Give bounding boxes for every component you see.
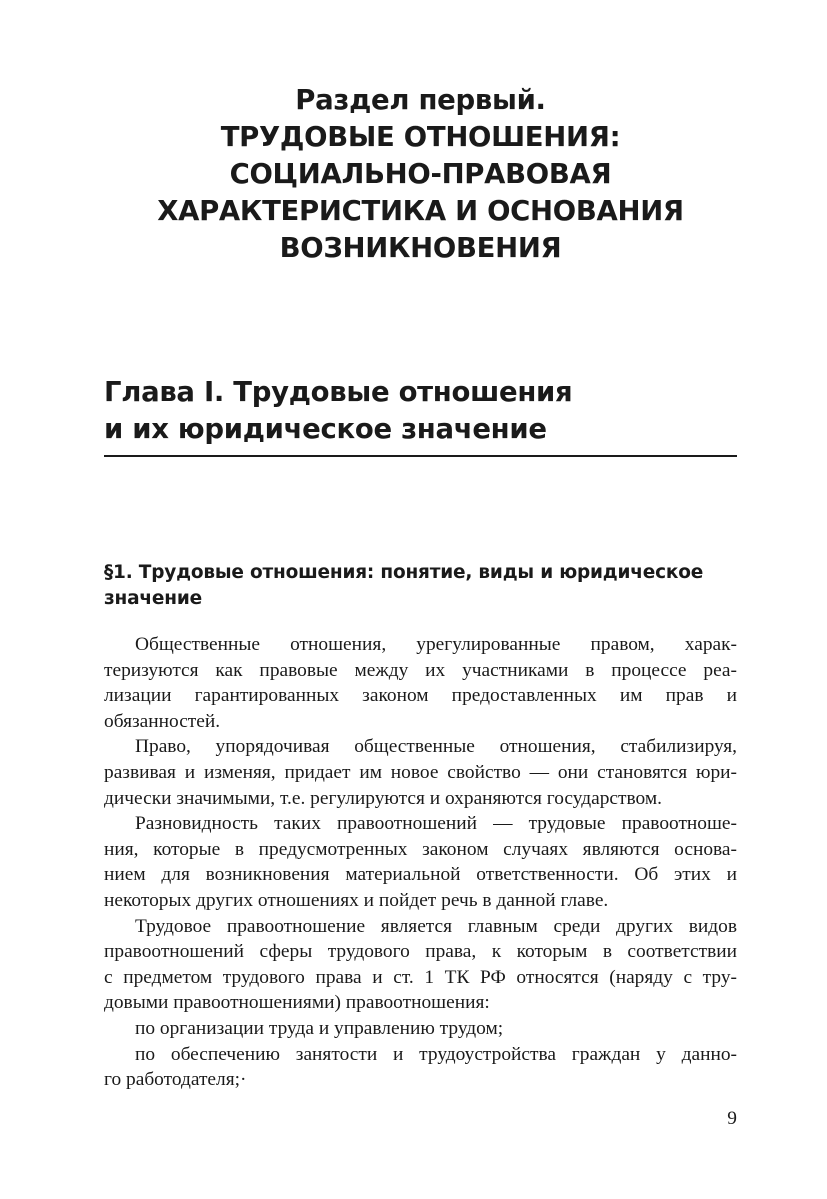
section-heading [104, 82, 737, 267]
body-line: Разновидность таких правоотношений — трудовые правоотноше- [135, 813, 737, 835]
chapter-heading-line: Глава I. Трудовые отношения [104, 376, 573, 408]
body-line: развивая и изменяя, придает им новое свойство — они становятся юри- [104, 761, 737, 783]
body-line: нием для возникновения материальной ответственности. Об этих и [104, 864, 737, 886]
section-heading-line: Раздел первый. [295, 84, 546, 116]
chapter-heading [104, 374, 737, 448]
chapter-heading-line: и их юридическое значение [104, 413, 547, 445]
section-heading-line: ХАРАКТЕРИСТИКА И ОСНОВАНИЯ [157, 195, 684, 227]
section-heading-line: ВОЗНИКНОВЕНИЯ [279, 232, 562, 264]
body-line: обязанностей. [104, 710, 221, 732]
paragraph-heading [104, 560, 737, 612]
body-line: теризуются как правовые между их участниками в процессе реа- [104, 659, 737, 681]
body-text [104, 632, 737, 1093]
body-line: по организации труда и управлению трудом; [135, 1017, 504, 1039]
body-line: Трудовое правоотношение является главным среди других видов [135, 915, 737, 937]
chapter-divider [104, 455, 737, 457]
paragraph-heading-line: значение [104, 588, 202, 609]
body-line: дически значимыми, т.е. регулируются и охраняются государством. [104, 787, 662, 809]
body-line: го работодателя;· [104, 1069, 247, 1091]
body-line: довыми правоотношениями) правоотношения: [104, 992, 490, 1014]
section-heading-line: СОЦИАЛЬНО-ПРАВОВАЯ [229, 158, 612, 190]
body-line: некоторых других отношениях и пойдет речь в данной главе. [104, 889, 609, 911]
section-heading-line: ТРУДОВЫЕ ОТНОШЕНИЯ: [220, 121, 621, 153]
page-number: 9 [727, 1108, 737, 1129]
body-line: Право, упорядочивая общественные отношения, стабилизируя, [135, 736, 737, 758]
body-line: Общественные отношения, урегулированные правом, харак- [135, 634, 737, 655]
body-line: по обеспечению занятости и трудоустройства граждан у данно- [135, 1043, 737, 1065]
body-line: лизации гарантированных законом предоставленных им прав и [104, 685, 737, 707]
body-line: правоотношений сферы трудового права, к которым в соответствии [104, 941, 737, 963]
body-line: ния, которые в предусмотренных законом случаях являются основа- [104, 838, 737, 860]
body-line: с предметом трудового права и ст. 1 ТК РФ относятся (наряду с тру- [104, 966, 737, 988]
paragraph-heading-line: §1. Трудовые отношения: понятие, виды и юридическое [104, 562, 704, 583]
